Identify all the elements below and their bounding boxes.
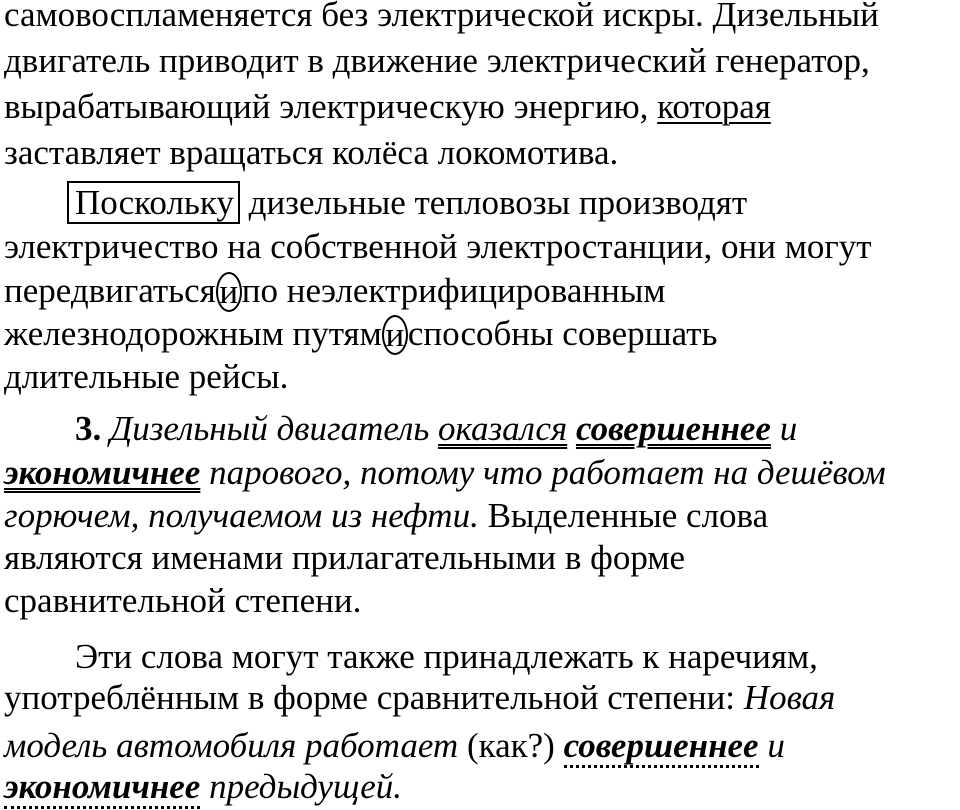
example-text: парового, потому что работает на дешёвом xyxy=(200,453,886,492)
text-span: передвигаться xyxy=(4,271,216,310)
paragraph-1-line-1 xyxy=(4,0,879,36)
text-span: железнодорожным путям xyxy=(4,314,382,353)
underlined-subject-word: которая xyxy=(657,87,771,126)
circled-conjunction: и xyxy=(216,272,242,312)
paragraph-2-line-5 xyxy=(4,356,288,398)
text-span: электричество на собственной электростанции, они могут xyxy=(4,227,872,266)
example-text: Дизельный двигатель xyxy=(101,409,439,448)
circled-conjunction: и xyxy=(382,315,408,355)
question-text: (как?) xyxy=(458,726,564,765)
paragraph-4-line-1 xyxy=(75,636,818,678)
highlighted-word: экономичнее xyxy=(4,453,201,492)
paragraph-4-line-4 xyxy=(4,766,402,808)
paragraph-3-line-1 xyxy=(75,408,797,450)
example-text: и xyxy=(770,409,798,448)
text-span: длительные рейсы. xyxy=(4,357,289,396)
text-span: сравнительной степени. xyxy=(4,581,362,620)
boxed-conjunction: Поскольку xyxy=(67,181,240,224)
example-text: Новая xyxy=(743,678,836,717)
text-span: являются именами прилагательными в форме xyxy=(4,538,686,577)
text-span: Эти слова могут также принадлежать к наречиям, xyxy=(75,637,818,676)
highlighted-adverb: экономичнее xyxy=(4,767,200,809)
paragraph-3-line-2 xyxy=(4,452,886,494)
example-text: модель автомобиля работает xyxy=(4,726,459,765)
paragraph-2-line-1 xyxy=(75,182,747,224)
paragraph-2-line-2 xyxy=(4,226,872,268)
example-text: горючем, получаемом из нефти. xyxy=(4,496,479,535)
paragraph-3-line-3 xyxy=(4,495,768,537)
highlighted-adverb: совершеннее xyxy=(564,726,759,768)
example-text: и xyxy=(758,726,785,765)
paragraph-3-line-4 xyxy=(4,537,685,579)
text-span: Выделенные слова xyxy=(478,496,769,535)
highlighted-word: совершеннее xyxy=(575,409,771,448)
text-span: дизельные тепловозы производят xyxy=(239,183,748,222)
paragraph-4-line-3 xyxy=(4,725,785,767)
text-span: вырабатывающий электрическую энергию, xyxy=(4,87,658,126)
paragraph-2-line-4 xyxy=(4,313,718,355)
paragraph-2-line-3 xyxy=(4,270,666,312)
paragraph-1-line-3 xyxy=(4,86,771,128)
text-span: по неэлектрифицированным xyxy=(241,271,666,310)
text-span: самовоспламеняется без электрической искры. Дизельный xyxy=(4,0,879,34)
example-text: предыдущей. xyxy=(200,767,403,806)
text-span: способны совершать xyxy=(407,314,718,353)
item-number: 3. xyxy=(75,409,102,448)
paragraph-1-line-2 xyxy=(4,40,870,82)
paragraph-4-line-2 xyxy=(4,677,835,719)
text-span: двигатель приводит в движение электрический генератор, xyxy=(4,41,870,80)
paragraph-3-line-5 xyxy=(4,580,361,622)
predicate-underline: оказался xyxy=(438,409,568,448)
text-span xyxy=(567,409,576,448)
paragraph-1-line-4 xyxy=(4,132,618,174)
text-span: употреблённым в форме сравнительной степени: xyxy=(4,678,744,717)
text-span: заставляет вращаться колёса локомотива. xyxy=(4,133,619,172)
